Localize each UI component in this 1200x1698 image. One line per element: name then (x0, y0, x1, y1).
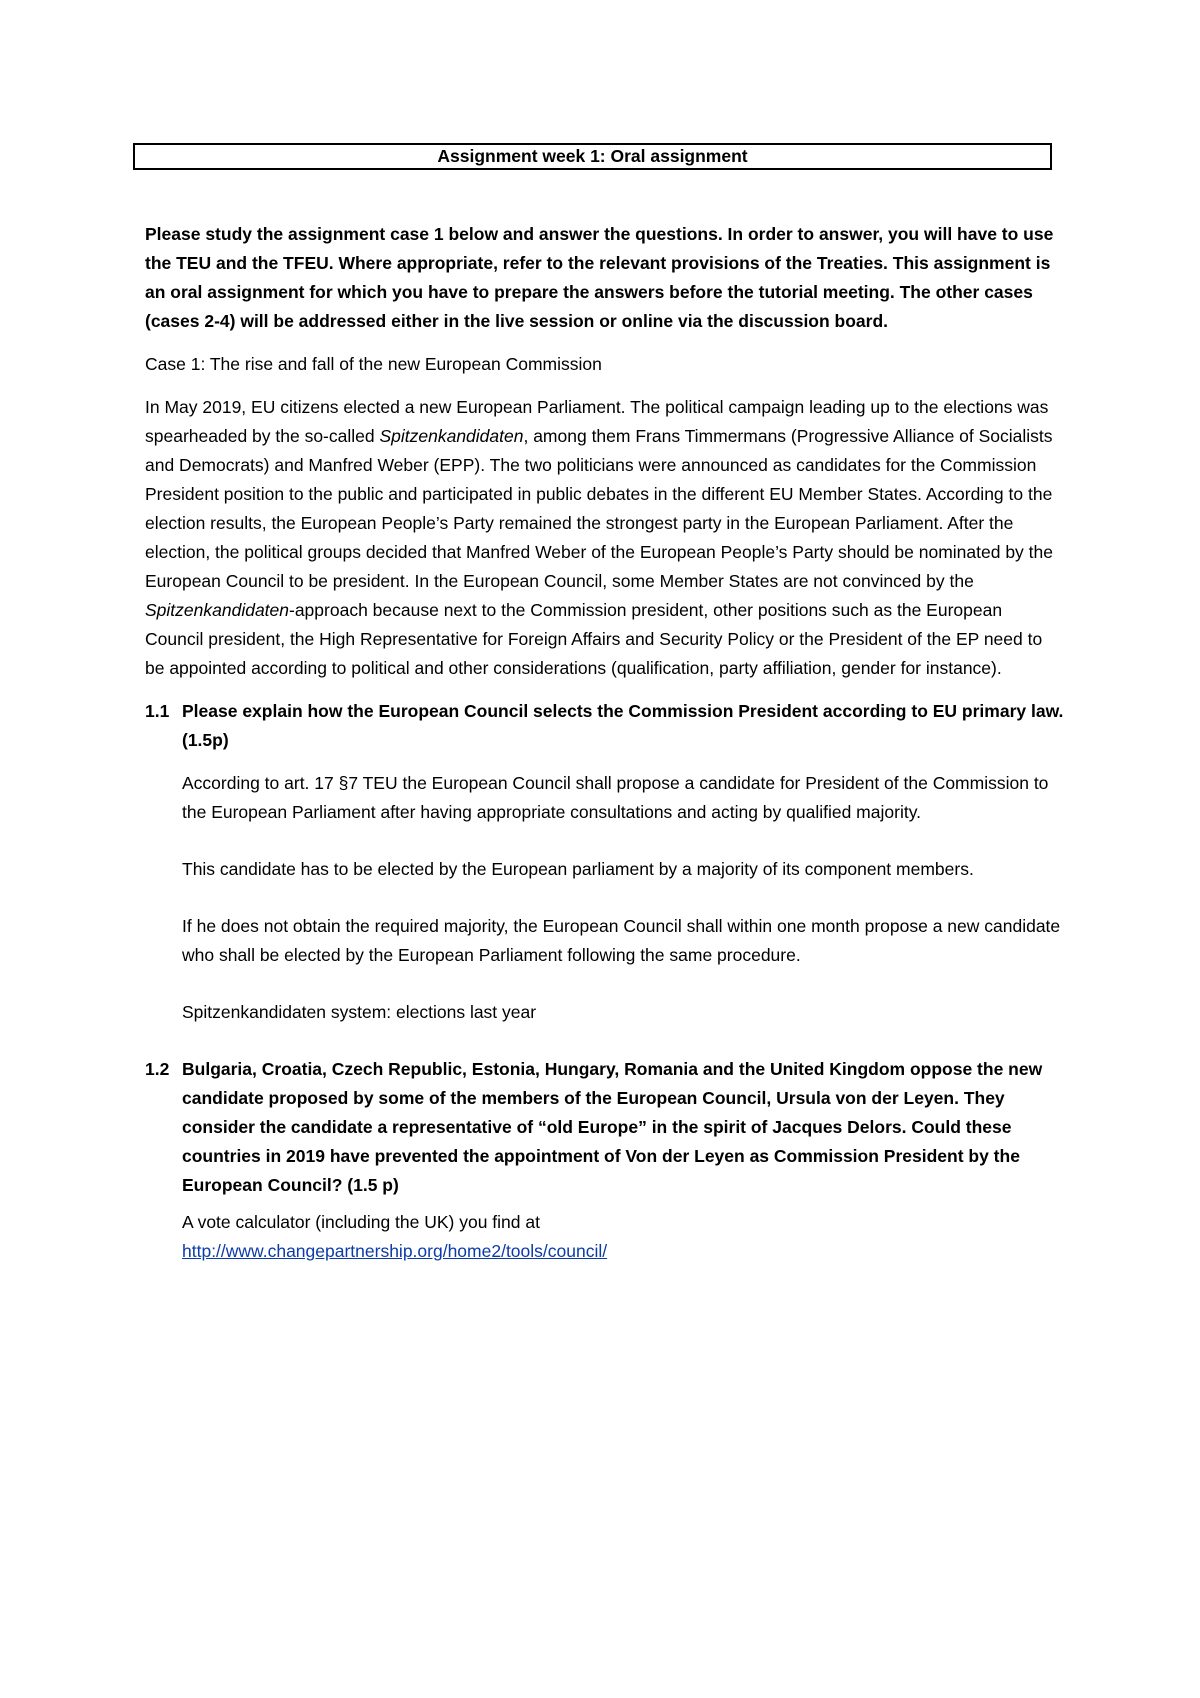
case-text-part: , among them Frans Timmermans (Progressive Alliance of Socialists and Democrats) and Manfred Weber (EPP). The two politicians were announced as candidates for the Commission President position to the public and participated in public debates in the different EU Member States. According to the election results, the European People’s Party remained the strongest party in the European Parliament. After the election, the political groups decided that Manfred Weber of the European People’s Party should be nominated by the European Council to be president. In the European Council, some Member States are not convinced by the (145, 426, 1053, 591)
case-text-emphasis: Spitzenkandidaten (145, 600, 289, 620)
case-heading: Case 1: The rise and fall of the new European Commission (145, 354, 602, 374)
document-title-text: Assignment week 1: Oral assignment (437, 146, 748, 166)
intro-paragraph: Please study the assignment case 1 below and answer the questions. In order to answer, you will have to use the TEU and the TFEU. Where appropriate, refer to the relevant provisions of the Treaties. This assignment is an oral assignment for which you have to prepare the answers before the tutorial meeting. The other cases (cases 2-4) will be addressed either in the live session or online via the discussion board. (145, 224, 1054, 331)
answer-paragraph: According to art. 17 §7 TEU the European Council shall propose a candidate for President of the Commission to the European Parliament after having appropriate consultations and acting by qualified majority. (182, 773, 1049, 822)
vote-calculator-text: A vote calculator (including the UK) you find at (182, 1212, 540, 1232)
vote-calculator-note (182, 1208, 1065, 1266)
case-paragraph (145, 393, 1065, 683)
vote-calculator-link[interactable]: http://www.changepartnership.org/home2/tools/council/ (182, 1241, 608, 1261)
question-1-2 (145, 1055, 1065, 1200)
answer-paragraph: This candidate has to be elected by the European parliament by a majority of its component members. (182, 859, 974, 879)
case-text-part: -approach because next to the Commission president, other positions such as the European Council president, the High Representative for Foreign Affairs and Security Policy or the President of the EP need to be appointed according to political and other considerations (qualification, party affiliation, gender for instance). (145, 600, 1043, 678)
question-number: 1.2 (145, 1059, 170, 1079)
answer-paragraph: Spitzenkandidaten system: elections last year (182, 1002, 537, 1022)
case-text-emphasis: Spitzenkandidaten (379, 426, 524, 446)
question-block (145, 1055, 1065, 1266)
document-title (133, 143, 1052, 170)
case-text-part: In May 2019, EU citizens elected a new European Parliament. The political campaign leading up to the elections was spearheaded by the so-called (145, 397, 1049, 446)
answer-block (182, 769, 1065, 1027)
question-text: Bulgaria, Croatia, Czech Republic, Estonia, Hungary, Romania and the United Kingdom oppose the new candidate proposed by some of the members of the European Council, Ursula von der Leyen. They consider the candidate a representative of “old Europe” in the spirit of Jacques Delors. Could these countries in 2019 have prevented the appointment of Von der Leyen as Commission President by the European Council? (1.5 p) (182, 1059, 1043, 1195)
question-number: 1.1 (145, 701, 170, 721)
question-block (145, 697, 1065, 1027)
answer-paragraph: If he does not obtain the required majority, the European Council shall within one month propose a new candidate who shall be elected by the European Parliament following the same procedure. (182, 916, 1061, 965)
document-body (145, 220, 1065, 1266)
question-text: Please explain how the European Council selects the Commission President according to EU primary law. (1.5p) (182, 701, 1064, 750)
question-1-1 (145, 697, 1065, 755)
